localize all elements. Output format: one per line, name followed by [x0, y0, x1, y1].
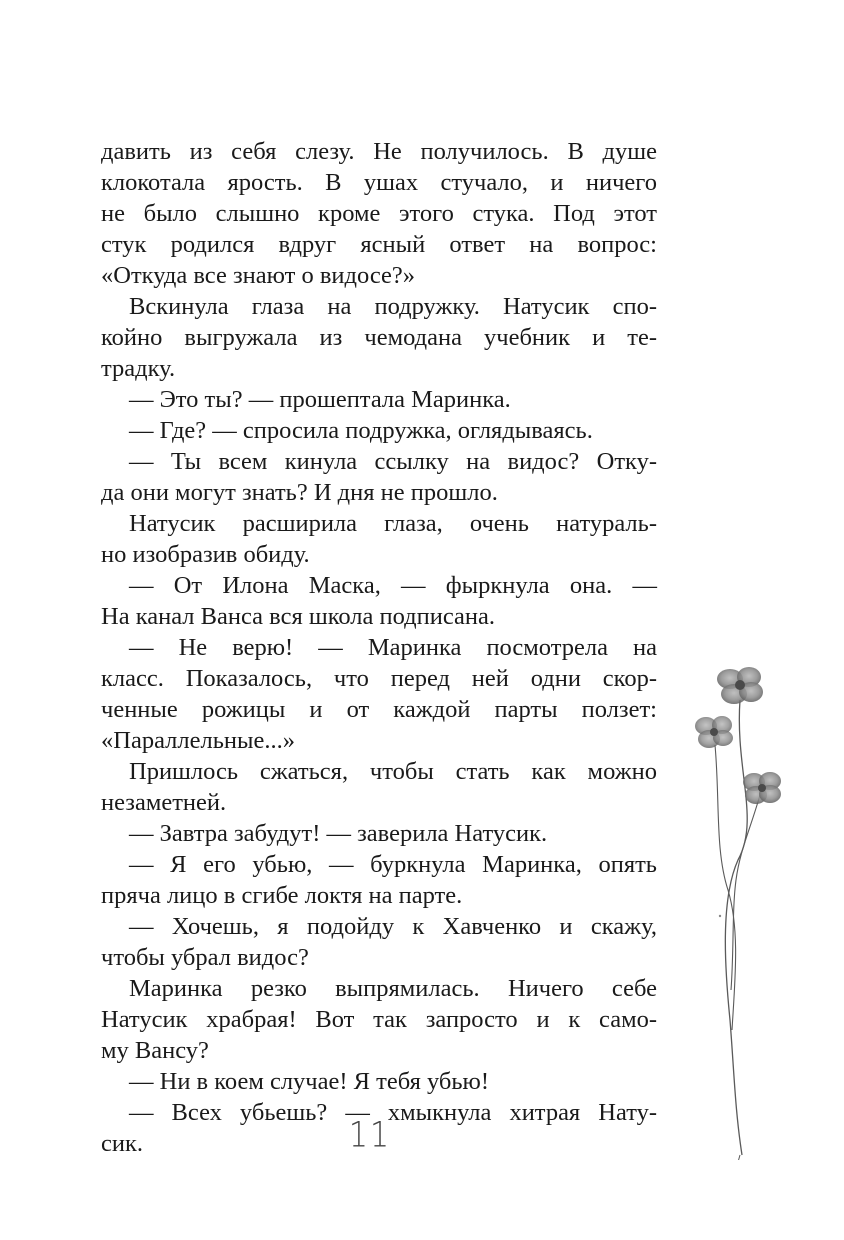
text-line: — Хочешь, я подойду к Хавченко и скажу,	[129, 913, 657, 940]
text-line: — Это ты? — прошептала Маринка.	[129, 386, 511, 413]
text-line: Пришлось сжаться, чтобы стать как можно	[129, 758, 657, 785]
text-line: давить из себя слезу. Не получилось. В душе	[101, 138, 657, 165]
text-line: На канал Ванса вся школа подписана.	[101, 603, 496, 630]
text-line: — От Илона Маска, — фыркнула она. —	[129, 572, 657, 599]
text-line: — Завтра забудут! — заверила Натусик.	[129, 820, 548, 847]
text-line: Натусик расширила глаза, очень натураль-	[129, 510, 657, 537]
text-line: ченные рожицы и от каждой парты ползет:	[101, 696, 657, 723]
text-line: Маринка резко выпрямилась. Ничего себе	[129, 975, 657, 1002]
text-line: му Вансу?	[101, 1037, 209, 1064]
body-text	[101, 136, 657, 1159]
text-line: незаметней.	[101, 789, 227, 816]
text-line: традку.	[101, 355, 176, 382]
text-line: сик.	[101, 1130, 144, 1157]
text-line: «Параллельные...»	[101, 727, 295, 754]
text-line: пряча лицо в сгибе локтя на парте.	[101, 882, 463, 909]
page-number: 11	[348, 1115, 392, 1156]
text-line: «Откуда все знают о видосе?»	[101, 262, 416, 289]
text-line: чтобы убрал видос?	[101, 944, 309, 971]
text-line: — Ты всем кинула ссылку на видос? Отку-	[129, 448, 657, 475]
text-line: но изобразив обиду.	[101, 541, 310, 568]
text-line: да они могут знать? И дня не прошло.	[101, 479, 498, 506]
text-line: клокотала ярость. В ушах стучало, и ничего	[101, 169, 657, 196]
text-line: койно выгружала из чемодана учебник и те-	[101, 324, 657, 351]
text-line: — Всех убьешь? — хмыкнула хитрая Нату-	[129, 1099, 657, 1126]
text-line: — Я его убью, — буркнула Маринка, опять	[129, 851, 657, 878]
text-line: — Не верю! — Маринка посмотрела на	[129, 634, 657, 661]
text-line: не было слышно кроме этого стука. Под этот	[101, 200, 657, 227]
text-line: класс. Показалось, что перед ней одни скор-	[101, 665, 657, 692]
text-line: стук родился вдруг ясный ответ на вопрос:	[101, 231, 657, 258]
text-line: — Ни в коем случае! Я тебя убью!	[129, 1068, 489, 1095]
text-line: Натусик храбрая! Вот так запросто и к само-	[101, 1006, 657, 1033]
text-line: — Где? — спросила подружка, оглядываясь.	[129, 417, 593, 444]
flower-illustration-icon	[690, 650, 800, 1160]
text-line: Вскинула глаза на подружку. Натусик спо-	[129, 293, 657, 320]
